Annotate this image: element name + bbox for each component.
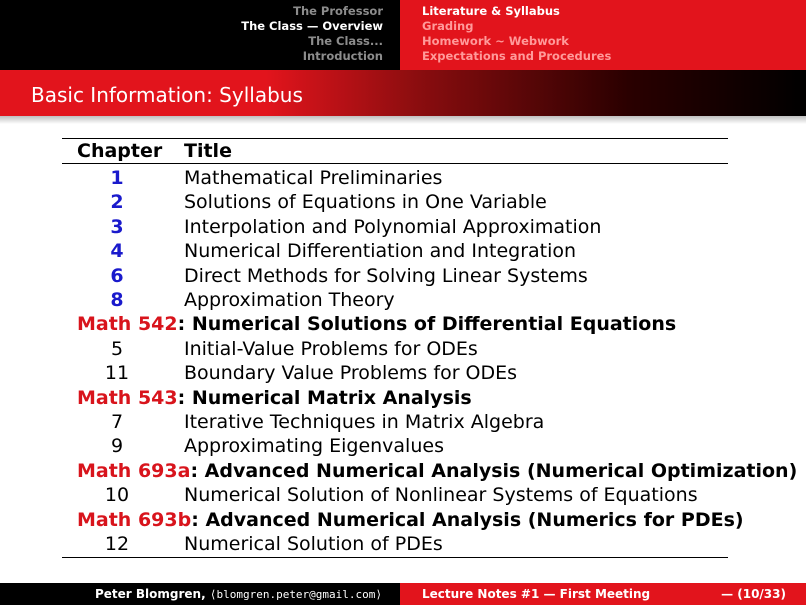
nav-subsection-link[interactable]: Expectations and Procedures xyxy=(422,49,612,63)
chapter-number: 8 xyxy=(110,289,124,311)
nav-subsection-link[interactable]: Grading xyxy=(422,19,474,33)
chapter-number: 11 xyxy=(104,362,130,385)
nav-subsection-link[interactable]: Homework ∼ Webwork xyxy=(422,34,569,48)
chapter-number: 1 xyxy=(110,167,124,189)
chapter-title: Interpolation and Polynomial Approximation xyxy=(184,215,602,238)
course-code: Math 693a xyxy=(77,459,191,482)
table-bottom-rule xyxy=(62,557,728,558)
nav-left-panel xyxy=(0,0,400,70)
nav-section-link[interactable]: The Class... xyxy=(308,34,383,48)
course-code: Math 542 xyxy=(77,313,178,336)
column-header-title: Title xyxy=(184,140,232,162)
course-title: Numerical Solutions of Differential Equations xyxy=(191,313,677,336)
chapter-number: 7 xyxy=(110,411,124,433)
chapter-title: Solutions of Equations in One Variable xyxy=(184,191,547,214)
nav-section-link[interactable]: The Class — Overview xyxy=(241,19,383,33)
nav-right-panel xyxy=(400,0,806,70)
course-heading xyxy=(77,459,797,483)
course-heading xyxy=(77,386,472,410)
course-separator: : xyxy=(177,313,192,336)
footer-right xyxy=(400,583,806,605)
nav-section-link[interactable]: The Professor xyxy=(293,4,383,18)
course-heading xyxy=(77,508,744,532)
chapter-number: 3 xyxy=(110,215,124,238)
frame-title-bar xyxy=(0,70,806,116)
chapter-title: Iterative Techniques in Matrix Algebra xyxy=(184,411,545,433)
nav-subsection-link[interactable]: Literature & Syllabus xyxy=(422,4,560,18)
course-title: Numerical Matrix Analysis xyxy=(191,386,472,409)
course-separator: : xyxy=(190,459,205,482)
chapter-number: 12 xyxy=(104,533,130,555)
footer-left xyxy=(0,583,400,605)
course-code: Math 543 xyxy=(77,386,178,409)
column-header-chapter: Chapter xyxy=(77,140,163,162)
table-header-rule xyxy=(62,163,728,164)
footer-email: ⟨blomgren.peter@gmail.com⟩ xyxy=(209,588,383,601)
chapter-title: Boundary Value Problems for ODEs xyxy=(184,362,518,385)
footer-page-number: — (10/33) xyxy=(721,587,786,601)
course-separator: : xyxy=(177,386,192,409)
footer-lecture: Lecture Notes #1 — First Meeting xyxy=(422,587,651,601)
chapter-title: Numerical Solution of PDEs xyxy=(184,533,443,555)
course-heading xyxy=(77,312,676,336)
chapter-number: 9 xyxy=(110,435,124,458)
chapter-title: Mathematical Preliminaries xyxy=(184,167,443,189)
chapter-number: 2 xyxy=(110,191,124,214)
chapter-number: 5 xyxy=(110,337,124,360)
frame-title: Basic Information: Syllabus xyxy=(31,83,303,107)
chapter-title: Numerical Differentiation and Integration xyxy=(184,240,577,263)
title-shadow xyxy=(0,116,806,124)
nav-section-link[interactable]: Introduction xyxy=(302,49,383,63)
course-title: Advanced Numerical Analysis (Numerical Optimization) xyxy=(204,459,798,482)
chapter-title: Approximation Theory xyxy=(184,289,395,311)
chapter-number: 6 xyxy=(110,264,124,287)
chapter-number: 10 xyxy=(104,484,130,507)
chapter-title: Initial-Value Problems for ODEs xyxy=(184,337,478,360)
footer-author: Peter Blomgren, ⟨blomgren.peter@gmail.com⟩ xyxy=(95,587,383,601)
course-code: Math 693b xyxy=(77,508,192,531)
chapter-title: Approximating Eigenvalues xyxy=(184,435,444,458)
chapter-title: Numerical Solution of Nonlinear Systems of Equations xyxy=(184,484,698,507)
chapter-number: 4 xyxy=(110,240,124,263)
chapter-title: Direct Methods for Solving Linear Systems xyxy=(184,264,588,287)
course-separator: : xyxy=(191,508,206,531)
course-title: Advanced Numerical Analysis (Numerics for PDEs) xyxy=(205,508,744,531)
